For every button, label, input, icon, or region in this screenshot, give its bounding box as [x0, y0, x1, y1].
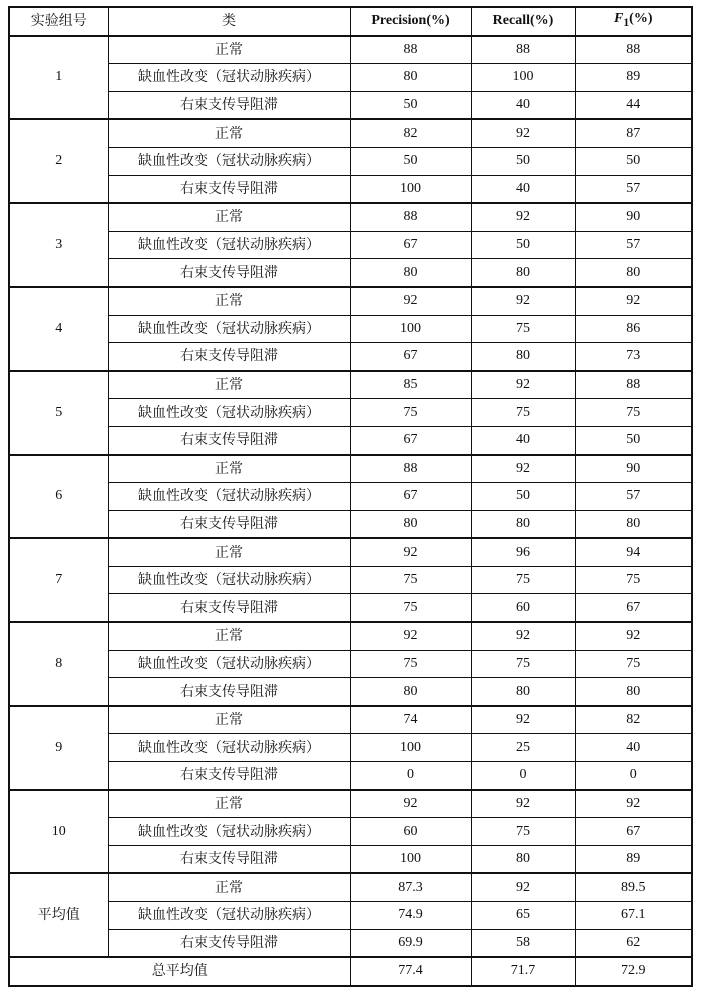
- f1-cell: 50: [575, 147, 692, 175]
- table-row: [9, 678, 692, 706]
- f1-cell: 92: [575, 287, 692, 315]
- table-row: [9, 455, 692, 483]
- f1-cell: 94: [575, 538, 692, 566]
- table-row: [9, 650, 692, 678]
- class-cell: 右束支传导阻滞: [108, 426, 350, 454]
- class-cell: 右束支传导阻滞: [108, 175, 350, 203]
- f1-cell: 57: [575, 231, 692, 259]
- recall-cell: 75: [471, 315, 575, 343]
- class-cell: 缺血性改变（冠状动脉疾病）: [108, 64, 350, 92]
- precision-cell: 88: [350, 203, 471, 231]
- precision-cell: 75: [350, 594, 471, 622]
- precision-cell: 92: [350, 622, 471, 650]
- table-row: [9, 36, 692, 64]
- class-cell: 缺血性改变（冠状动脉疾病）: [108, 650, 350, 678]
- recall-cell: 40: [471, 91, 575, 119]
- f1-cell: 92: [575, 790, 692, 818]
- precision-cell: 92: [350, 538, 471, 566]
- recall-cell: 92: [471, 287, 575, 315]
- header-row: [9, 7, 692, 36]
- class-cell: 右束支传导阻滞: [108, 929, 350, 957]
- precision-cell: 69.9: [350, 929, 471, 957]
- precision-cell: 50: [350, 147, 471, 175]
- recall-cell: 40: [471, 175, 575, 203]
- precision-cell: 60: [350, 818, 471, 846]
- recall-cell: 92: [471, 455, 575, 483]
- group-label-cell: 3: [9, 203, 108, 287]
- table-row: [9, 203, 692, 231]
- class-cell: 正常: [108, 455, 350, 483]
- class-cell: 右束支传导阻滞: [108, 510, 350, 538]
- f1-cell: 50: [575, 426, 692, 454]
- recall-cell: 92: [471, 203, 575, 231]
- recall-cell: 80: [471, 845, 575, 873]
- class-cell: 右束支传导阻滞: [108, 91, 350, 119]
- table-row: [9, 845, 692, 873]
- recall-cell: 92: [471, 371, 575, 399]
- table-row: [9, 902, 692, 930]
- f1-cell: 67: [575, 818, 692, 846]
- group-label-cell: 5: [9, 371, 108, 455]
- recall-cell: 75: [471, 650, 575, 678]
- f1-cell: 73: [575, 343, 692, 371]
- table-row: [9, 119, 692, 147]
- f1-cell: 86: [575, 315, 692, 343]
- class-cell: 正常: [108, 873, 350, 901]
- recall-cell: 60: [471, 594, 575, 622]
- recall-cell: 92: [471, 622, 575, 650]
- results-table: [8, 6, 693, 987]
- f1-cell: 92: [575, 622, 692, 650]
- table-row: [9, 622, 692, 650]
- group-header: 实验组号: [9, 7, 108, 36]
- f1-cell: 57: [575, 483, 692, 511]
- class-cell: 缺血性改变（冠状动脉疾病）: [108, 566, 350, 594]
- precision-cell: 85: [350, 371, 471, 399]
- class-cell: 缺血性改变（冠状动脉疾病）: [108, 818, 350, 846]
- recall-cell: 80: [471, 343, 575, 371]
- class-cell: 正常: [108, 119, 350, 147]
- f1-cell: 62: [575, 929, 692, 957]
- f1-cell: 82: [575, 706, 692, 734]
- class-cell: 右束支传导阻滞: [108, 259, 350, 287]
- precision-header: Precision(%): [350, 7, 471, 36]
- group-label-cell: 2: [9, 119, 108, 203]
- class-cell: 右束支传导阻滞: [108, 343, 350, 371]
- precision-cell: 100: [350, 845, 471, 873]
- table-row: [9, 147, 692, 175]
- f1-cell: 75: [575, 566, 692, 594]
- f1-cell: 40: [575, 734, 692, 762]
- recall-cell: 92: [471, 790, 575, 818]
- precision-cell: 67: [350, 483, 471, 511]
- class-cell: 正常: [108, 706, 350, 734]
- total-f1-cell: 72.9: [575, 957, 692, 986]
- table-row: [9, 594, 692, 622]
- f1-cell: 80: [575, 510, 692, 538]
- table-row: [9, 762, 692, 790]
- precision-cell: 82: [350, 119, 471, 147]
- recall-cell: 25: [471, 734, 575, 762]
- f1-cell: 89: [575, 64, 692, 92]
- f1-cell: 67.1: [575, 902, 692, 930]
- class-cell: 右束支传导阻滞: [108, 678, 350, 706]
- precision-cell: 67: [350, 343, 471, 371]
- group-label-cell: 9: [9, 706, 108, 790]
- table-row: [9, 315, 692, 343]
- f1-cell: 89.5: [575, 873, 692, 901]
- precision-cell: 80: [350, 510, 471, 538]
- table-body: [9, 36, 692, 986]
- f1-header-letter: F: [614, 11, 624, 27]
- f1-header-unit: (%): [629, 11, 653, 27]
- precision-cell: 87.3: [350, 873, 471, 901]
- table-row: [9, 929, 692, 957]
- class-cell: 正常: [108, 203, 350, 231]
- class-cell: 正常: [108, 622, 350, 650]
- recall-cell: 50: [471, 231, 575, 259]
- f1-header-subscript: 1: [623, 16, 630, 30]
- f1-cell: 89: [575, 845, 692, 873]
- precision-cell: 88: [350, 36, 471, 64]
- precision-cell: 0: [350, 762, 471, 790]
- recall-cell: 65: [471, 902, 575, 930]
- f1-cell: 75: [575, 650, 692, 678]
- f1-cell: 88: [575, 36, 692, 64]
- group-label-cell: 1: [9, 36, 108, 120]
- precision-cell: 80: [350, 259, 471, 287]
- group-label-cell: 6: [9, 455, 108, 539]
- total-recall-cell: 71.7: [471, 957, 575, 986]
- f1-cell: 90: [575, 455, 692, 483]
- table-row: [9, 287, 692, 315]
- table-row: [9, 706, 692, 734]
- precision-cell: 75: [350, 650, 471, 678]
- f1-cell: 44: [575, 91, 692, 119]
- group-label-cell: 7: [9, 538, 108, 622]
- f1-cell: 67: [575, 594, 692, 622]
- class-cell: 缺血性改变（冠状动脉疾病）: [108, 231, 350, 259]
- table-row: [9, 175, 692, 203]
- table-row: [9, 818, 692, 846]
- recall-cell: 80: [471, 259, 575, 287]
- recall-cell: 80: [471, 678, 575, 706]
- precision-cell: 67: [350, 231, 471, 259]
- recall-cell: 40: [471, 426, 575, 454]
- table-row: [9, 566, 692, 594]
- recall-header: Recall(%): [471, 7, 575, 36]
- class-cell: 缺血性改变（冠状动脉疾病）: [108, 399, 350, 427]
- table-row: [9, 64, 692, 92]
- precision-cell: 75: [350, 399, 471, 427]
- table-row: [9, 231, 692, 259]
- class-cell: 缺血性改变（冠状动脉疾病）: [108, 315, 350, 343]
- class-cell: 右束支传导阻滞: [108, 762, 350, 790]
- total-row: [9, 957, 692, 986]
- precision-cell: 74.9: [350, 902, 471, 930]
- class-cell: 缺血性改变（冠状动脉疾病）: [108, 734, 350, 762]
- f1-cell: 57: [575, 175, 692, 203]
- recall-cell: 75: [471, 399, 575, 427]
- f1-cell: 90: [575, 203, 692, 231]
- precision-cell: 100: [350, 734, 471, 762]
- table-row: [9, 790, 692, 818]
- class-cell: 正常: [108, 287, 350, 315]
- recall-cell: 100: [471, 64, 575, 92]
- class-cell: 正常: [108, 371, 350, 399]
- recall-cell: 50: [471, 483, 575, 511]
- f1-cell: 80: [575, 678, 692, 706]
- precision-cell: 92: [350, 790, 471, 818]
- recall-cell: 58: [471, 929, 575, 957]
- recall-cell: 80: [471, 510, 575, 538]
- group-label-cell: 10: [9, 790, 108, 874]
- f1-header: [575, 7, 692, 36]
- class-cell: 右束支传导阻滞: [108, 594, 350, 622]
- class-cell: 缺血性改变（冠状动脉疾病）: [108, 147, 350, 175]
- recall-cell: 96: [471, 538, 575, 566]
- precision-cell: 67: [350, 426, 471, 454]
- precision-cell: 74: [350, 706, 471, 734]
- table-row: [9, 538, 692, 566]
- recall-cell: 0: [471, 762, 575, 790]
- table-row: [9, 371, 692, 399]
- table-row: [9, 91, 692, 119]
- table-row: [9, 483, 692, 511]
- table-row: [9, 343, 692, 371]
- table-row: [9, 734, 692, 762]
- precision-cell: 92: [350, 287, 471, 315]
- table-row: [9, 426, 692, 454]
- f1-cell: 87: [575, 119, 692, 147]
- recall-cell: 92: [471, 873, 575, 901]
- class-cell: 缺血性改变（冠状动脉疾病）: [108, 902, 350, 930]
- precision-cell: 100: [350, 175, 471, 203]
- precision-cell: 75: [350, 566, 471, 594]
- total-label-cell: 总平均值: [9, 957, 350, 986]
- group-label-cell: 平均值: [9, 873, 108, 957]
- f1-cell: 0: [575, 762, 692, 790]
- precision-cell: 100: [350, 315, 471, 343]
- precision-cell: 80: [350, 678, 471, 706]
- class-cell: 右束支传导阻滞: [108, 845, 350, 873]
- class-cell: 正常: [108, 790, 350, 818]
- recall-cell: 92: [471, 706, 575, 734]
- precision-cell: 88: [350, 455, 471, 483]
- class-cell: 正常: [108, 538, 350, 566]
- class-header: 类: [108, 7, 350, 36]
- precision-cell: 80: [350, 64, 471, 92]
- table-row: [9, 873, 692, 901]
- recall-cell: 88: [471, 36, 575, 64]
- group-label-cell: 4: [9, 287, 108, 371]
- table-row: [9, 510, 692, 538]
- recall-cell: 75: [471, 818, 575, 846]
- class-cell: 正常: [108, 36, 350, 64]
- f1-cell: 80: [575, 259, 692, 287]
- recall-cell: 92: [471, 119, 575, 147]
- precision-cell: 50: [350, 91, 471, 119]
- recall-cell: 75: [471, 566, 575, 594]
- f1-cell: 88: [575, 371, 692, 399]
- total-precision-cell: 77.4: [350, 957, 471, 986]
- f1-cell: 75: [575, 399, 692, 427]
- recall-cell: 50: [471, 147, 575, 175]
- table-row: [9, 399, 692, 427]
- group-label-cell: 8: [9, 622, 108, 706]
- table-row: [9, 259, 692, 287]
- class-cell: 缺血性改变（冠状动脉疾病）: [108, 483, 350, 511]
